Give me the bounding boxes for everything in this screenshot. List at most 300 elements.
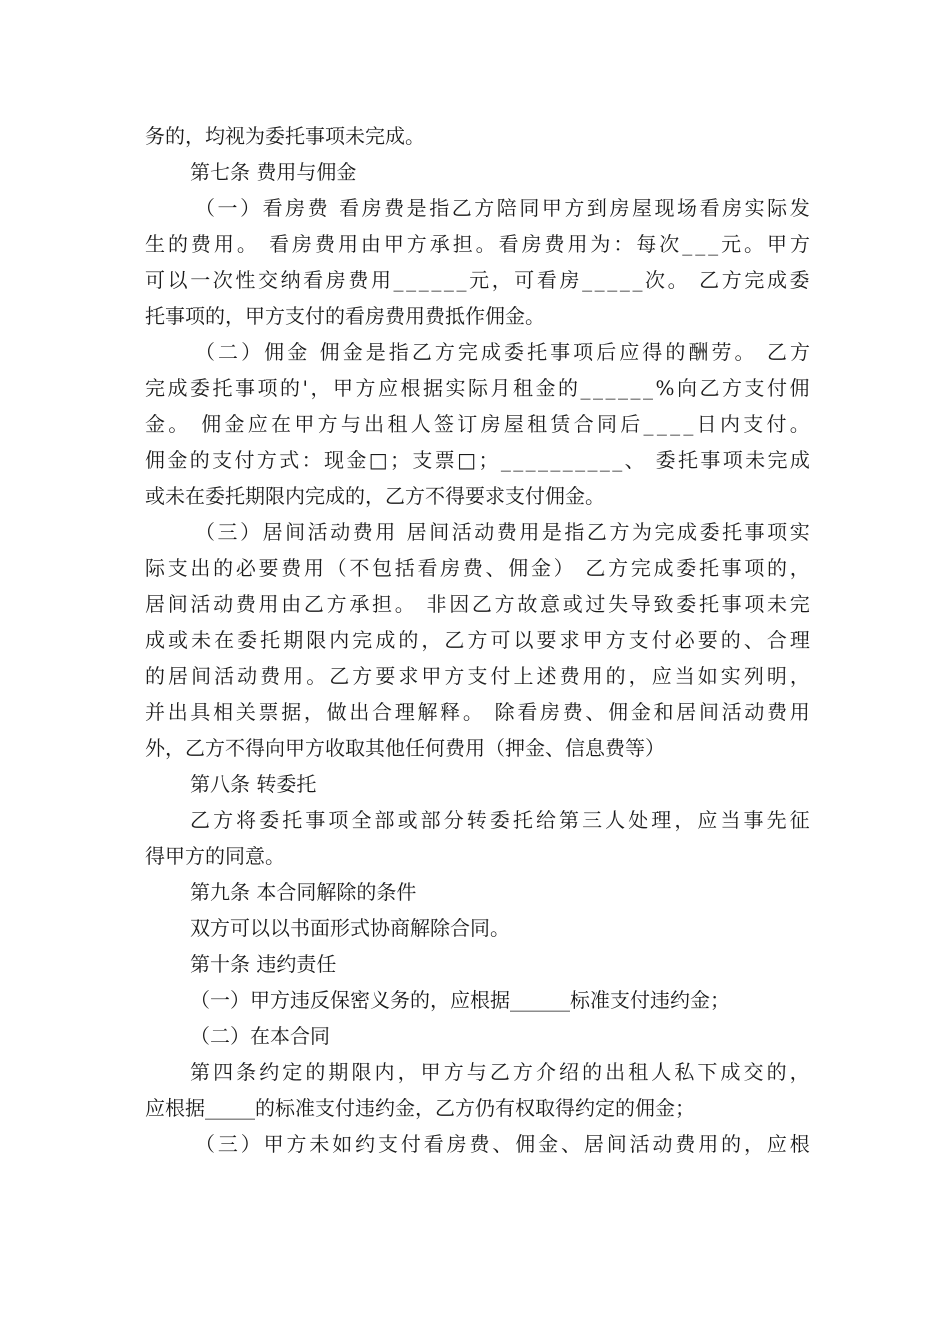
- text-glyph: 用: [258, 592, 279, 616]
- text-glyph: ，: [491, 268, 512, 292]
- text-glyph: 或: [168, 628, 189, 652]
- text-glyph: 。: [744, 232, 765, 256]
- text-glyph: _: [406, 268, 417, 292]
- text-glyph: _: [599, 448, 610, 472]
- text-glyph: 方: [789, 340, 810, 364]
- text-glyph: 居: [145, 592, 165, 616]
- text-glyph: 看: [699, 196, 720, 220]
- text-glyph: _: [612, 448, 623, 472]
- text-glyph: 解: [417, 700, 438, 724]
- text-glyph: ）: [240, 196, 261, 220]
- text-glyph: 发: [789, 196, 810, 220]
- text-glyph: 委: [699, 520, 720, 544]
- text-glyph: _: [550, 448, 561, 472]
- text-glyph: 房: [325, 268, 346, 292]
- text-glyph: 费: [544, 232, 565, 256]
- text-glyph: 应: [378, 376, 398, 400]
- text-glyph: 方: [474, 196, 495, 220]
- text-glyph: 间: [698, 700, 719, 724]
- text-glyph: 动: [474, 520, 495, 544]
- text-glyph: 做: [326, 700, 347, 724]
- text-glyph: 支: [212, 448, 233, 472]
- text-glyph: _: [594, 268, 605, 292]
- text-glyph: 支: [167, 556, 188, 580]
- text-glyph: 当: [720, 808, 741, 832]
- text-glyph: 居: [676, 700, 697, 724]
- text-glyph: 金: [167, 448, 188, 472]
- text-glyph: 事: [721, 592, 742, 616]
- text-glyph: 应: [619, 340, 640, 364]
- text-glyph: 费: [314, 232, 335, 256]
- text-line: （二）在本合同: [190, 1024, 330, 1048]
- text-glyph: ：: [301, 448, 322, 472]
- text-glyph: 后: [596, 340, 617, 364]
- text-glyph: ，: [674, 808, 695, 832]
- text-glyph: 分: [443, 808, 464, 832]
- text-glyph: 方: [443, 1060, 464, 1084]
- text-glyph: 成: [766, 268, 787, 292]
- text-glyph: ，: [744, 1132, 764, 1156]
- text-glyph: 乙: [766, 340, 787, 364]
- text-glyph: 相: [213, 700, 234, 724]
- text-glyph: 上: [513, 664, 534, 688]
- text-glyph: 付: [234, 448, 255, 472]
- text-glyph: 的: [767, 556, 788, 580]
- text-glyph: 成: [480, 340, 501, 364]
- text-glyph: _: [443, 268, 454, 292]
- text-glyph: 佣: [264, 340, 285, 364]
- text-glyph: 的: [213, 556, 234, 580]
- text-glyph: _: [618, 376, 628, 400]
- section-heading: 第七条 费用与佣金: [190, 160, 357, 184]
- text-glyph: 委: [237, 628, 258, 652]
- text-glyph: 下: [697, 1060, 718, 1084]
- text-glyph: 赁: [550, 412, 571, 436]
- text-glyph: 私: [674, 1060, 695, 1084]
- text-glyph: 。: [734, 340, 755, 364]
- text-glyph: 。: [168, 412, 189, 436]
- text-glyph: ：: [613, 232, 634, 256]
- text-glyph: 金: [630, 700, 651, 724]
- text-line: [145, 586, 810, 622]
- text-glyph: 、: [624, 448, 645, 472]
- text-glyph: 支: [628, 628, 649, 652]
- text-glyph: _: [695, 232, 706, 256]
- contract-text: [145, 118, 810, 1162]
- text-line: 外，乙方不得向甲方收取其他任何费用（押金、信息费等）: [145, 736, 665, 760]
- text-line: [145, 622, 810, 658]
- text-glyph: 第: [559, 808, 579, 832]
- text-glyph: 理: [651, 808, 672, 832]
- text-glyph: 乙: [586, 520, 607, 544]
- text-glyph: 故: [517, 592, 538, 616]
- text-glyph: 未: [309, 1132, 330, 1156]
- text-glyph: 看: [417, 556, 438, 580]
- text-glyph: 佣: [508, 556, 529, 580]
- text-glyph: 或: [562, 592, 583, 616]
- text-glyph: 具: [190, 700, 211, 724]
- text-glyph: 述: [536, 664, 557, 688]
- text-glyph: 间: [429, 520, 450, 544]
- text-glyph: 指: [388, 340, 409, 364]
- text-glyph: 方: [564, 196, 585, 220]
- text-glyph: 应: [651, 664, 672, 688]
- text-glyph: ）: [240, 1132, 261, 1156]
- text-glyph: 甲: [420, 1060, 441, 1084]
- text-glyph: 人: [605, 808, 626, 832]
- text-glyph: 先: [766, 808, 787, 832]
- text-glyph: 为: [590, 232, 611, 256]
- text-glyph: 甲: [541, 196, 562, 220]
- text-glyph: 承: [429, 232, 450, 256]
- text-glyph: 意: [540, 592, 561, 616]
- text-glyph: 居: [168, 664, 189, 688]
- text-glyph: 方: [434, 340, 455, 364]
- text-glyph: 动: [237, 664, 258, 688]
- text-glyph: 佣: [201, 412, 222, 436]
- text-line: [145, 334, 810, 370]
- text-glyph: 活: [451, 520, 472, 544]
- text-glyph: 如: [697, 664, 718, 688]
- text-glyph: 期: [328, 1060, 349, 1084]
- text-glyph: 部: [374, 808, 395, 832]
- text-glyph: 付: [766, 412, 787, 436]
- text-glyph: 方: [722, 376, 743, 400]
- text-glyph: [398, 514, 404, 550]
- text-glyph: [310, 334, 316, 370]
- text-line: [145, 370, 810, 406]
- text-glyph: 可: [490, 628, 511, 652]
- text-glyph: [486, 694, 492, 730]
- text-glyph: 指: [564, 520, 585, 544]
- text-glyph: 活: [214, 664, 235, 688]
- text-glyph: 。: [475, 232, 496, 256]
- text-glyph: 实: [744, 196, 765, 220]
- text-glyph: ，: [421, 628, 442, 652]
- text-line: [145, 406, 810, 442]
- text-glyph: 乙: [471, 592, 492, 616]
- text-glyph: 失: [608, 592, 629, 616]
- text-glyph: 元: [721, 232, 742, 256]
- text-line: [145, 802, 810, 838]
- text-glyph: 佣: [515, 1132, 536, 1156]
- text-glyph: 动: [213, 592, 234, 616]
- text-glyph: 的: [605, 664, 626, 688]
- text-glyph: 托: [698, 556, 719, 580]
- text-glyph: 成: [789, 448, 810, 472]
- text-glyph: 根: [400, 376, 421, 400]
- text-line: [145, 442, 810, 478]
- text-glyph: 的: [189, 448, 210, 472]
- text-glyph: 征: [789, 808, 810, 832]
- text-glyph: _: [643, 376, 653, 400]
- text-glyph: 非: [426, 592, 447, 616]
- text-glyph: 。: [462, 700, 483, 724]
- text-glyph: 的: [145, 664, 165, 688]
- text-glyph: [576, 550, 582, 586]
- text-glyph: 三: [582, 808, 603, 832]
- text-glyph: 方: [512, 1060, 533, 1084]
- text-glyph: 应: [247, 412, 268, 436]
- text-glyph: 式: [279, 448, 300, 472]
- text-glyph: 承: [349, 592, 370, 616]
- text-glyph: 合: [372, 700, 393, 724]
- text-glyph: 方: [444, 664, 465, 688]
- text-glyph: 用: [213, 232, 234, 256]
- text-glyph: ）: [241, 340, 262, 364]
- text-glyph: 向: [677, 376, 698, 400]
- text-line: [145, 1054, 810, 1090]
- text-glyph: 出: [605, 1060, 626, 1084]
- text-glyph: 际: [145, 556, 165, 580]
- text-glyph: 内: [329, 628, 350, 652]
- text-glyph: 甲: [767, 232, 787, 256]
- text-glyph: 实: [445, 376, 466, 400]
- text-glyph: _: [593, 376, 603, 400]
- text-glyph: 间: [606, 1132, 627, 1156]
- text-glyph: 合: [573, 412, 594, 436]
- text-glyph: 事: [305, 808, 326, 832]
- text-glyph: 方: [355, 376, 376, 400]
- text-glyph: 。: [789, 412, 810, 436]
- text-glyph: 付: [767, 376, 788, 400]
- text-glyph: 同: [519, 196, 540, 220]
- text-glyph: 限: [306, 628, 327, 652]
- text-glyph: _: [587, 448, 598, 472]
- text-glyph: 在: [214, 628, 235, 652]
- text-glyph: 费: [469, 1132, 490, 1156]
- text-glyph: 交: [743, 1060, 764, 1084]
- text-glyph: 费: [675, 1132, 696, 1156]
- text-glyph: 事: [550, 340, 571, 364]
- text-glyph: 用: [519, 520, 540, 544]
- text-glyph: ；: [390, 448, 411, 472]
- text-glyph: 房: [285, 196, 306, 220]
- text-glyph: 的: [305, 1060, 326, 1084]
- text-glyph: 费: [384, 196, 405, 220]
- text-glyph: 与: [340, 412, 361, 436]
- text-glyph: 房: [609, 196, 630, 220]
- text-glyph: 完: [630, 556, 651, 580]
- text-glyph: 必: [674, 628, 695, 652]
- text-glyph: 完: [789, 592, 810, 616]
- text-glyph: 完: [352, 628, 373, 652]
- text-glyph: 居: [583, 1132, 604, 1156]
- text-glyph: 出: [190, 556, 211, 580]
- text-glyph: 际: [468, 376, 488, 400]
- text-glyph: 托: [260, 628, 281, 652]
- text-glyph: 可: [514, 268, 535, 292]
- text-glyph: 佣: [145, 448, 165, 472]
- text-glyph: ，: [628, 664, 649, 688]
- text-glyph: 金: [224, 412, 245, 436]
- text-glyph: 用: [789, 700, 810, 724]
- text-glyph: 出: [364, 412, 385, 436]
- text-glyph: 方: [213, 808, 234, 832]
- text-glyph: 房: [540, 700, 561, 724]
- text-glyph: 看: [517, 700, 538, 724]
- text-glyph: 乙: [699, 376, 720, 400]
- text-glyph: _: [393, 268, 404, 292]
- text-glyph: 导: [630, 592, 651, 616]
- text-glyph: 际: [767, 196, 788, 220]
- text-glyph: 因: [449, 592, 470, 616]
- text-glyph: [647, 442, 653, 478]
- text-glyph: 未: [767, 592, 788, 616]
- text-glyph: 看: [339, 196, 360, 220]
- text-glyph: 订: [457, 412, 478, 436]
- text-glyph: 由: [281, 592, 302, 616]
- text-glyph: 每: [636, 232, 657, 256]
- text-glyph: 得: [642, 340, 663, 364]
- text-glyph: 事: [744, 520, 765, 544]
- text-glyph: 元: [469, 268, 490, 292]
- text-glyph: 看: [423, 1132, 444, 1156]
- text-glyph: 介: [535, 1060, 556, 1084]
- text-line: 得甲方的同意。: [145, 844, 285, 868]
- text-glyph: 未: [191, 628, 212, 652]
- text-glyph: ，: [789, 556, 810, 580]
- text-glyph: 方: [608, 556, 629, 580]
- text-glyph: 二: [218, 340, 239, 364]
- text-glyph: 以: [167, 268, 188, 292]
- text-glyph: 列: [743, 664, 764, 688]
- text-glyph: ，: [310, 376, 331, 400]
- text-glyph: 事: [721, 556, 742, 580]
- text-glyph: 求: [398, 664, 419, 688]
- text-glyph: 不: [349, 556, 370, 580]
- text-glyph: 期: [283, 628, 304, 652]
- text-glyph: 出: [349, 700, 370, 724]
- text-glyph: ，: [789, 1060, 810, 1084]
- text-glyph: 租: [387, 412, 408, 436]
- text-glyph: 实: [720, 664, 741, 688]
- text-glyph: 居: [406, 520, 427, 544]
- text-glyph: 次: [212, 268, 233, 292]
- text-glyph: 房: [521, 232, 542, 256]
- text-glyph: 劳: [711, 340, 732, 364]
- text-glyph: 委: [789, 268, 810, 292]
- text-glyph: 委: [190, 376, 210, 400]
- text-glyph: 支: [744, 376, 765, 400]
- text-glyph: 用: [698, 1132, 719, 1156]
- text-glyph: 乙: [411, 340, 432, 364]
- text-glyph: 、: [743, 628, 764, 652]
- text-glyph: 并: [145, 700, 165, 724]
- text-glyph: 是: [406, 196, 427, 220]
- text-glyph: 托: [678, 448, 699, 472]
- text-glyph: 居: [262, 520, 283, 544]
- text-glyph: 动: [652, 1132, 673, 1156]
- text-glyph: 成: [720, 1060, 741, 1084]
- text-glyph: 的: [665, 340, 686, 364]
- text-glyph: _: [580, 376, 591, 400]
- text-glyph: 付: [400, 1132, 421, 1156]
- text-glyph: 看: [269, 232, 290, 256]
- text-glyph: 。: [236, 232, 257, 256]
- text-glyph: 三: [217, 520, 238, 544]
- text-glyph: （: [195, 520, 215, 544]
- text-glyph: 给: [535, 808, 556, 832]
- text-glyph: _: [607, 268, 618, 292]
- text-glyph: 或: [397, 808, 418, 832]
- text-line: [145, 262, 810, 298]
- text-glyph: （: [195, 196, 215, 220]
- text-glyph: 乙: [489, 1060, 510, 1084]
- text-glyph: 和: [653, 700, 674, 724]
- text-glyph: 由: [360, 232, 381, 256]
- text-glyph: 、: [485, 556, 506, 580]
- text-glyph: 成: [167, 376, 188, 400]
- text-glyph: _: [575, 448, 586, 472]
- text-glyph: 活: [190, 592, 211, 616]
- text-glyph: _: [431, 268, 442, 292]
- text-glyph: 用: [582, 664, 603, 688]
- text-line: [145, 550, 810, 586]
- text-glyph: 内: [719, 412, 740, 436]
- text-glyph: [192, 406, 198, 442]
- text-glyph: 甲: [294, 412, 315, 436]
- text-glyph: 方: [286, 1132, 307, 1156]
- text-line: 应根据_____的标准支付违约金，乙方仍有权取得约定的佣金；: [145, 1096, 695, 1120]
- text-glyph: 三: [217, 1132, 238, 1156]
- text-glyph: 委: [676, 592, 697, 616]
- text-glyph: 性: [235, 268, 256, 292]
- text-glyph: 费: [348, 268, 369, 292]
- text-glyph: 甲: [263, 1132, 284, 1156]
- text-glyph: 方: [789, 232, 810, 256]
- text-glyph: 明: [766, 664, 787, 688]
- text-glyph: 要: [536, 628, 557, 652]
- text-glyph: 托: [512, 808, 533, 832]
- text-glyph: 乙: [699, 268, 720, 292]
- text-glyph: 费: [562, 700, 583, 724]
- section-heading: 第九条 本合同解除的条件: [190, 880, 417, 904]
- text-glyph: 金: [287, 340, 308, 364]
- text-glyph: 甲: [333, 376, 353, 400]
- text-glyph: 方: [605, 628, 626, 652]
- text-glyph: 间: [191, 664, 212, 688]
- text-glyph: 理: [394, 700, 415, 724]
- text-glyph: 票: [258, 700, 279, 724]
- text-glyph: 用: [337, 232, 358, 256]
- text-glyph: 付: [651, 628, 672, 652]
- text-glyph: _: [619, 268, 630, 292]
- text-glyph: 活: [721, 700, 742, 724]
- text-glyph: 支: [412, 448, 433, 472]
- text-glyph: 票: [434, 448, 455, 472]
- text-glyph: 如: [332, 1132, 353, 1156]
- text-line: [145, 226, 810, 262]
- text-glyph: 要: [697, 628, 718, 652]
- text-glyph: 到: [586, 196, 607, 220]
- text-glyph: 房: [361, 196, 382, 220]
- text-glyph: 出: [167, 700, 188, 724]
- text-glyph: 项: [328, 808, 349, 832]
- text-glyph: （: [195, 340, 215, 364]
- text-glyph: 方: [256, 448, 277, 472]
- text-glyph: 。: [394, 592, 415, 616]
- text-glyph: 日: [696, 412, 717, 436]
- text-glyph: 以: [513, 628, 534, 652]
- text-glyph: 、: [585, 700, 606, 724]
- text-glyph: 乙: [451, 196, 472, 220]
- text-glyph: 绍: [559, 1060, 579, 1084]
- text-glyph: [758, 334, 764, 370]
- text-glyph: 看: [262, 196, 283, 220]
- text-glyph: 金: [535, 376, 556, 400]
- text-glyph: 费: [281, 556, 302, 580]
